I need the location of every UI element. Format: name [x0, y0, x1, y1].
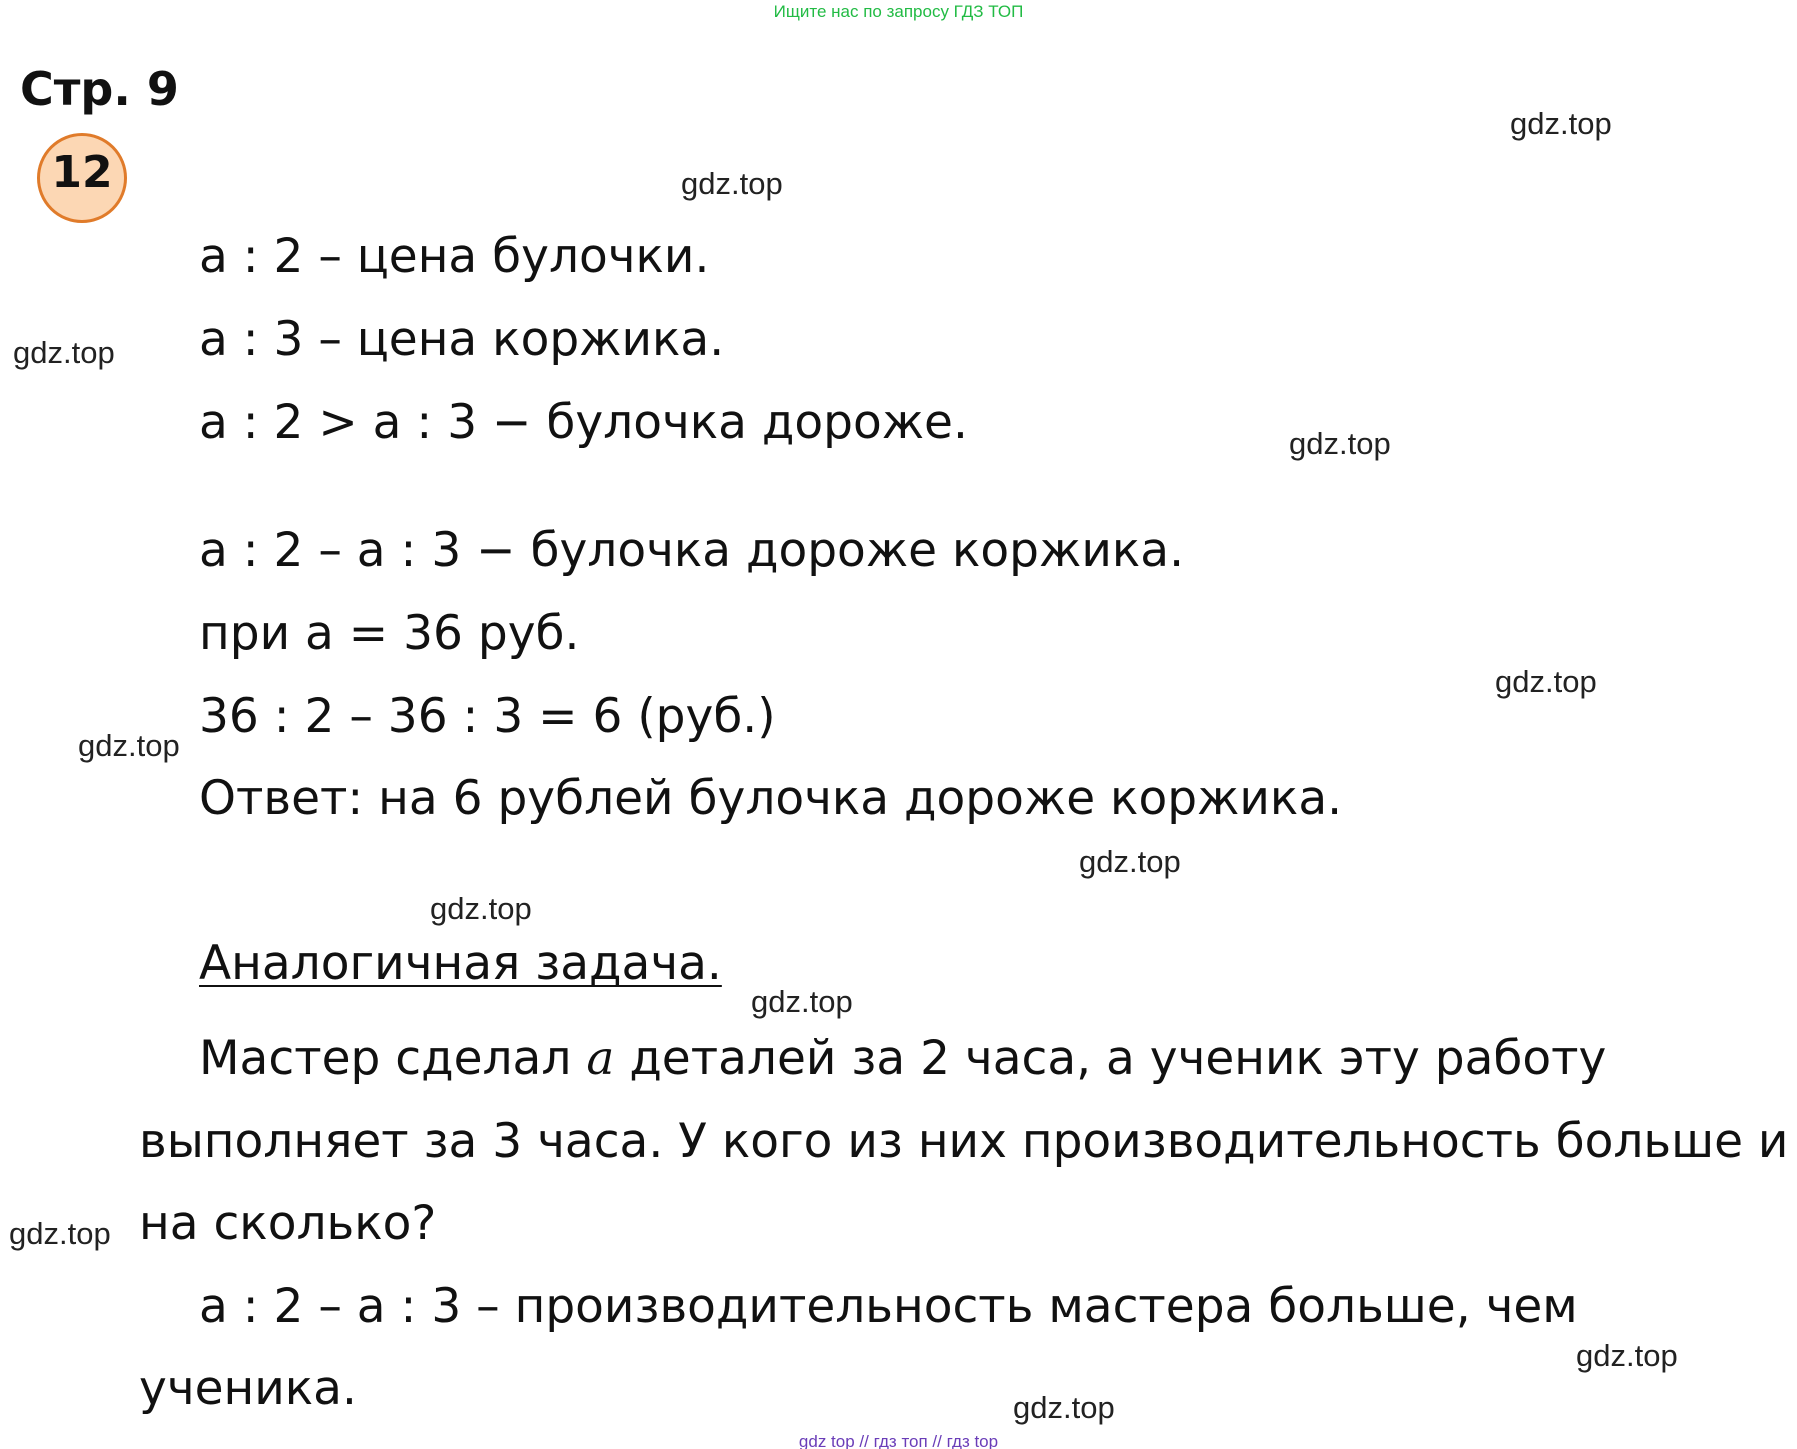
solution-line-3: a : 2 > a : 3 − булочка дороже.	[199, 395, 968, 450]
task-number: 12	[51, 147, 113, 198]
watermark: gdz.top	[1510, 106, 1612, 141]
watermark: gdz.top	[78, 728, 180, 763]
watermark: gdz.top	[1289, 426, 1391, 461]
solution-line-4: a : 2 – a : 3 − булочка дороже коржика.	[199, 523, 1185, 578]
top-banner: Ищите нас по запросу ГДЗ ТОП	[773, 2, 1024, 21]
analog-paragraph-line-2: выполняет за 3 часа. У кого из них производительность больше и	[139, 1114, 1789, 1169]
page-title: Стр. 9	[20, 62, 179, 116]
analog-solution-line-1: a : 2 – a : 3 – производительность мастера больше, чем	[199, 1279, 1578, 1334]
watermark: gdz.top	[681, 166, 783, 201]
watermark: gdz.top	[430, 891, 532, 926]
variable-a: a	[586, 1031, 615, 1086]
solution-line-6: 36 : 2 – 36 : 3 = 6 (руб.)	[199, 689, 776, 744]
analog-paragraph-line-3: на сколько?	[139, 1196, 437, 1251]
solution-line-2: a : 3 – цена коржика.	[199, 312, 725, 367]
analog-paragraph-line-1	[199, 1031, 1607, 1086]
watermark: gdz.top	[13, 335, 115, 370]
task-number-badge	[37, 133, 127, 223]
answer-line: Ответ: на 6 рублей булочка дороже коржика.	[199, 771, 1343, 826]
solution-line-5: при a = 36 руб.	[199, 606, 580, 661]
watermark: gdz.top	[751, 984, 853, 1019]
watermark: gdz.top	[1576, 1338, 1678, 1373]
watermark: gdz.top	[1495, 664, 1597, 699]
watermark: gdz.top	[1013, 1390, 1115, 1425]
analog-text-start: Мастер сделал	[199, 1031, 587, 1086]
analog-solution-line-2: ученика.	[139, 1361, 357, 1416]
solution-line-1: a : 2 – цена булочки.	[199, 229, 710, 284]
bottom-footer: gdz top // гдз топ // гдз top	[798, 1432, 999, 1449]
analog-text-end: деталей за 2 часа, а ученик эту работу	[614, 1031, 1607, 1086]
analog-heading: Аналогичная задача.	[199, 936, 722, 991]
watermark: gdz.top	[1079, 844, 1181, 879]
watermark: gdz.top	[9, 1216, 111, 1251]
